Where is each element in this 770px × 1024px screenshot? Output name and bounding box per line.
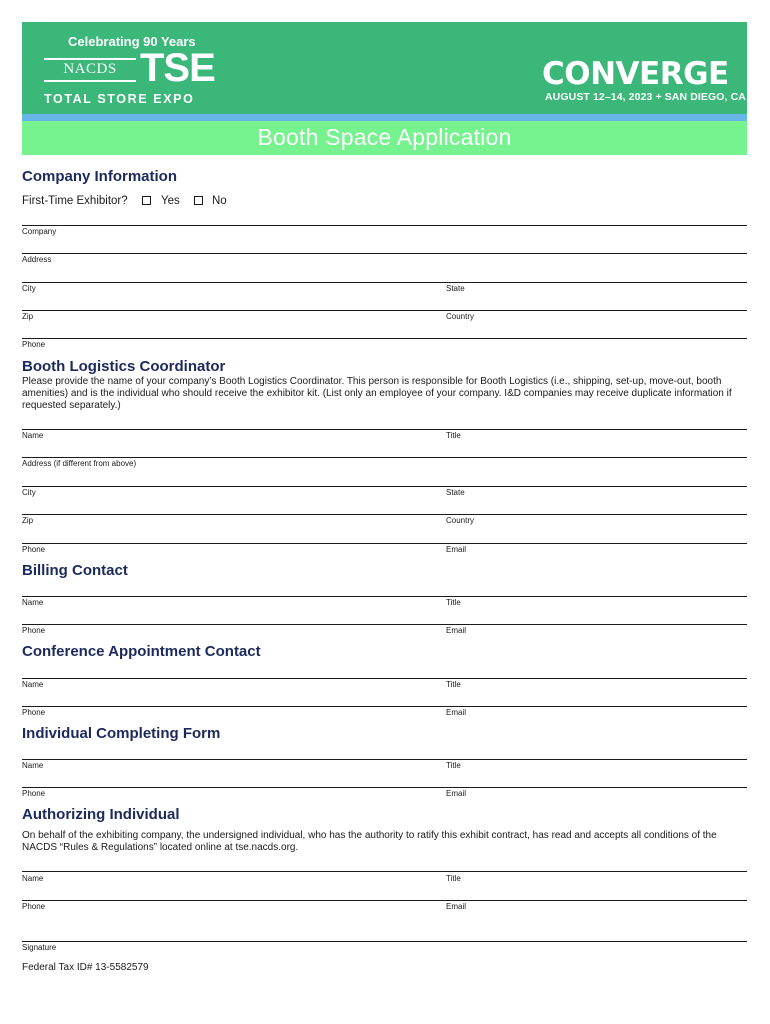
form-title: Booth Space Application	[257, 124, 512, 150]
conference-name-title-field[interactable]	[22, 678, 747, 679]
conference-email-label: Email	[446, 708, 467, 717]
state-label: State	[446, 284, 465, 293]
billing-name-label: Name	[22, 598, 44, 607]
logistics-zip-country-field[interactable]	[22, 514, 747, 515]
no-checkbox[interactable]	[194, 196, 203, 205]
authorizing-heading: Authorizing Individual	[22, 806, 180, 823]
company-label: Company	[22, 227, 57, 236]
no-label: No	[212, 195, 227, 207]
nacds-logo-text: NACDS	[63, 61, 117, 77]
logistics-address-field[interactable]	[22, 457, 747, 458]
individual-name-title-field[interactable]	[22, 759, 747, 760]
yes-label: Yes	[161, 195, 180, 207]
individual-email-label: Email	[446, 789, 467, 798]
tse-subtitle: TOTAL STORE EXPO	[44, 92, 195, 106]
logistics-phone-label: Phone	[22, 545, 46, 554]
country-label: Country	[446, 312, 475, 321]
logistics-city-label: City	[22, 488, 36, 497]
authorizing-phone-label: Phone	[22, 902, 46, 911]
logistics-city-state-field[interactable]	[22, 486, 747, 487]
title-bar	[22, 121, 747, 155]
converge-logo: CONVERGE	[542, 56, 729, 92]
city-label: City	[22, 284, 36, 293]
individual-phone-email-field[interactable]	[22, 787, 747, 788]
celebrating-tagline: Celebrating 90 Years	[68, 34, 196, 49]
logistics-name-label: Name	[22, 431, 44, 440]
billing-name-title-field[interactable]	[22, 596, 747, 597]
authorizing-phone-email-field[interactable]	[22, 900, 747, 901]
company-field[interactable]	[22, 225, 747, 226]
address-label: Address	[22, 255, 52, 264]
logistics-description: Please provide the name of your company’s Booth Logistics Coordinator. This person is responsible for Booth Logistics (i.e., shipping, set-up, move-out, booth amenities) and is the individual who should receive the exhibitor kit. (List only an employee of your company. I&D companies may receive duplicate information if requested separately.)	[22, 376, 732, 411]
header-stripe	[22, 114, 747, 121]
city-state-field[interactable]	[22, 282, 747, 283]
company-heading: Company Information	[22, 168, 178, 185]
billing-email-label: Email	[446, 626, 467, 635]
authorizing-name-title-field[interactable]	[22, 871, 747, 872]
logistics-title-label: Title	[446, 431, 461, 440]
logistics-heading: Booth Logistics Coordinator	[22, 358, 226, 375]
logistics-state-label: State	[446, 488, 465, 497]
phone-field[interactable]	[22, 338, 747, 339]
event-dates: AUGUST 12–14, 2023 + SAN DIEGO, CA	[545, 91, 746, 103]
authorizing-title-label: Title	[446, 874, 461, 883]
logistics-country-label: Country	[446, 516, 475, 525]
logistics-zip-label: Zip	[22, 516, 34, 525]
signature-label: Signature	[22, 943, 57, 952]
logistics-address-label: Address (if different from above)	[22, 459, 137, 468]
authorizing-name-label: Name	[22, 874, 44, 883]
billing-phone-email-field[interactable]	[22, 624, 747, 625]
conference-phone-label: Phone	[22, 708, 46, 717]
conference-phone-email-field[interactable]	[22, 706, 747, 707]
phone-label: Phone	[22, 340, 46, 349]
billing-title-label: Title	[446, 598, 461, 607]
federal-tax-id: Federal Tax ID# 13-5582579	[22, 962, 149, 973]
individual-heading: Individual Completing Form	[22, 725, 221, 742]
logistics-phone-email-field[interactable]	[22, 543, 747, 544]
individual-name-label: Name	[22, 761, 44, 770]
billing-phone-label: Phone	[22, 626, 46, 635]
nacds-logo	[44, 58, 136, 82]
zip-label: Zip	[22, 312, 34, 321]
authorizing-description: On behalf of the exhibiting company, the undersigned individual, who has the authority to ratify this exhibit contract, has read and accepts all conditions of the NACDS “Rules & Regulations” located online at tse.nacds.org.	[22, 830, 717, 853]
logistics-name-title-field[interactable]	[22, 429, 747, 430]
yes-checkbox[interactable]	[142, 196, 151, 205]
zip-country-field[interactable]	[22, 310, 747, 311]
billing-heading: Billing Contact	[22, 562, 128, 579]
conference-heading: Conference Appointment Contact	[22, 643, 261, 660]
conference-name-label: Name	[22, 680, 44, 689]
tse-logo: TSE	[140, 46, 215, 90]
address-field[interactable]	[22, 253, 747, 254]
conference-title-label: Title	[446, 680, 461, 689]
logistics-email-label: Email	[446, 545, 467, 554]
individual-phone-label: Phone	[22, 789, 46, 798]
individual-title-label: Title	[446, 761, 461, 770]
first-time-label: First-Time Exhibitor?	[22, 195, 128, 207]
authorizing-email-label: Email	[446, 902, 467, 911]
signature-field[interactable]	[22, 941, 747, 942]
